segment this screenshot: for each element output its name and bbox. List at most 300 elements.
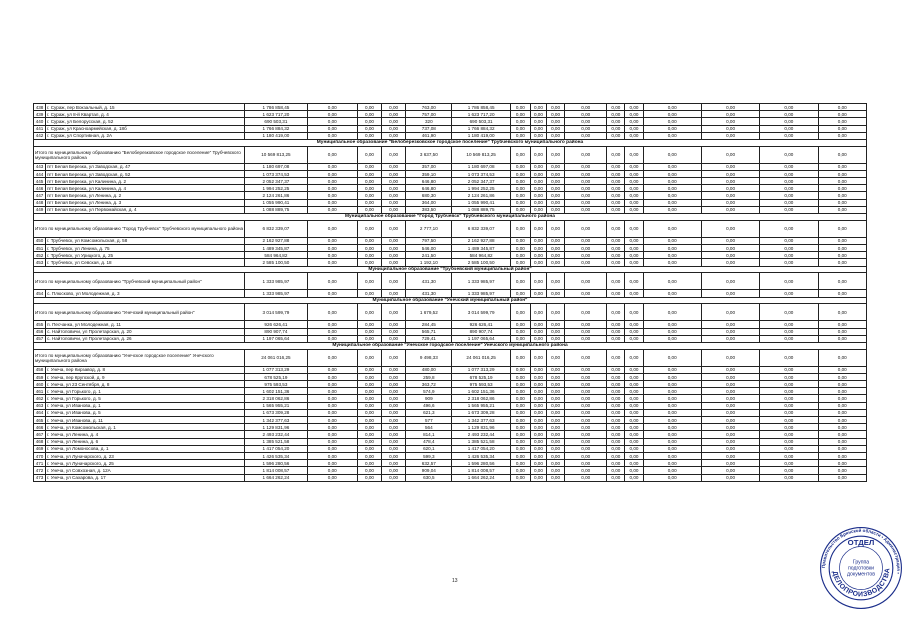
value-cell: 0,00 — [818, 474, 866, 481]
table-row — [34, 328, 867, 335]
row-number: 462 — [34, 395, 46, 402]
subtotal-value: 0,00 — [530, 304, 546, 321]
value-cell: 0,00 — [530, 178, 546, 185]
value-cell: 0,00 — [565, 245, 607, 252]
value-cell: 0,00 — [643, 409, 701, 416]
value-cell: 1 180 419,00 — [452, 132, 510, 139]
table-row — [34, 170, 867, 177]
value-cell: 2 052 347,37 — [245, 178, 307, 185]
value-cell: 0,00 — [818, 467, 866, 474]
value-cell: 1 786 858,45 — [452, 104, 510, 111]
value-cell: 0,00 — [510, 373, 530, 380]
value-cell: 0,00 — [760, 192, 818, 199]
address-cell: п. Песчанка, ул Молодежная, д. 11 — [46, 321, 245, 328]
subtotal-label: Итого по муниципальному образованию "Унечское городское поселение" Унечского муниципального района — [34, 349, 245, 366]
value-cell: 0,00 — [510, 132, 530, 139]
value-cell: 0,00 — [643, 111, 701, 118]
value-cell: 0,00 — [530, 132, 546, 139]
value-cell: 2 493 232,44 — [452, 431, 510, 438]
address-cell: г. Унеча, ул Сахарова, д. 17 — [46, 474, 245, 481]
value-cell: 0,00 — [530, 206, 546, 213]
value-cell: 0,00 — [357, 170, 381, 177]
row-number: 455 — [34, 321, 46, 328]
subtotal-value: 0,00 — [510, 146, 530, 163]
value-cell: 0,00 — [510, 366, 530, 373]
table-row — [34, 467, 867, 474]
value-cell: 0,00 — [701, 388, 759, 395]
value-cell: 0,00 — [357, 199, 381, 206]
value-cell: 0,00 — [307, 178, 357, 185]
value-cell: 0,00 — [760, 445, 818, 452]
value-cell: 0,00 — [547, 381, 565, 388]
value-cell: 0,00 — [760, 118, 818, 125]
value-cell: 0,00 — [510, 388, 530, 395]
value-cell: 0,00 — [530, 104, 546, 111]
value-cell: 0,00 — [357, 335, 381, 342]
value-cell: 0,00 — [307, 132, 357, 139]
value-cell: 0,00 — [760, 395, 818, 402]
value-cell: 0,00 — [547, 132, 565, 139]
address-cell: пгт Белая Березка, ул Первомайская, д. 4 — [46, 206, 245, 213]
value-cell: 0,00 — [565, 259, 607, 266]
value-cell: 690 503,31 — [452, 118, 510, 125]
value-cell: 0,00 — [818, 206, 866, 213]
value-cell: 0,00 — [760, 104, 818, 111]
subtotal-value: 0,00 — [307, 273, 357, 290]
value-cell: 0,00 — [530, 417, 546, 424]
value-cell: 0,00 — [510, 245, 530, 252]
value-cell: 1 055 990,41 — [452, 199, 510, 206]
value-cell: 0,00 — [547, 452, 565, 459]
value-cell: 0,00 — [625, 388, 643, 395]
value-cell: 0,00 — [625, 460, 643, 467]
value-cell: 1 180 697,08 — [452, 163, 510, 170]
subtotal-label: Итого по муниципальному образованию "Город Трубчевск" Трубчевского муниципального района — [34, 220, 245, 237]
subtotal-value: 0,00 — [760, 220, 818, 237]
stamp-outer-text: Правительство Брянской области • Администрация • — [820, 527, 902, 575]
row-number: 465 — [34, 417, 46, 424]
subtotal-value: 0,00 — [307, 220, 357, 237]
value-cell: 0,00 — [565, 417, 607, 424]
value-cell: 0,00 — [510, 381, 530, 388]
subtotal-value: 0,00 — [701, 220, 759, 237]
subtotal-value: 0,00 — [510, 349, 530, 366]
table-row — [34, 118, 867, 125]
subtotal-value: 0,00 — [643, 304, 701, 321]
table-row — [34, 163, 867, 170]
value-cell: 0,00 — [565, 199, 607, 206]
value-cell: 646,80 — [406, 178, 452, 185]
value-cell: 0,00 — [607, 118, 625, 125]
value-cell: 1 489 345,87 — [452, 245, 510, 252]
value-cell: 0,00 — [307, 237, 357, 244]
address-cell: г. Унеча, ул 23 Сентября, д. 8 — [46, 381, 245, 388]
subtotal-value: 0,00 — [625, 349, 643, 366]
value-cell: 0,00 — [607, 252, 625, 259]
value-cell: 0,00 — [760, 417, 818, 424]
value-cell: 1 623 717,20 — [245, 111, 307, 118]
value-cell: 0,00 — [643, 245, 701, 252]
value-cell: 2 493 232,44 — [245, 431, 307, 438]
value-cell: 0,00 — [818, 170, 866, 177]
table-row — [34, 445, 867, 452]
value-cell: 0,00 — [547, 170, 565, 177]
table-row — [34, 395, 867, 402]
value-cell: 0,00 — [307, 417, 357, 424]
value-cell: 0,00 — [510, 424, 530, 431]
value-cell: 0,00 — [547, 409, 565, 416]
value-cell: 1 664 262,24 — [452, 474, 510, 481]
value-cell: 0,00 — [607, 395, 625, 402]
value-cell: 0,00 — [565, 431, 607, 438]
value-cell: 0,00 — [701, 178, 759, 185]
subtotal-value: 9 498,33 — [406, 349, 452, 366]
value-cell: 0,00 — [547, 395, 565, 402]
value-cell: 0,00 — [643, 252, 701, 259]
subtotal-value: 0,00 — [625, 304, 643, 321]
value-cell: 0,00 — [643, 424, 701, 431]
row-number: 450 — [34, 237, 46, 244]
subtotal-value: 0,00 — [607, 146, 625, 163]
value-cell: 0,00 — [607, 185, 625, 192]
value-cell: 0,00 — [607, 424, 625, 431]
value-cell: 0,00 — [547, 445, 565, 452]
subtotal-value: 0,00 — [760, 146, 818, 163]
table-row — [34, 474, 867, 481]
address-cell: пгт Белая Березка, ул Ленина, д. 3 — [46, 199, 245, 206]
value-cell: 0,00 — [565, 111, 607, 118]
value-cell: 0,00 — [382, 192, 406, 199]
address-cell: с. Плюсково, ул Молодежная, д. 3 — [46, 290, 245, 297]
row-number: 457 — [34, 335, 46, 342]
table-row — [34, 111, 867, 118]
row-number: 448 — [34, 199, 46, 206]
value-cell: 0,00 — [760, 185, 818, 192]
value-cell: 0,00 — [530, 237, 546, 244]
value-cell: 0,00 — [530, 388, 546, 395]
address-cell: г. Унеча, ул Ломоносова, д. 1 — [46, 445, 245, 452]
value-cell: 0,00 — [307, 290, 357, 297]
value-cell: 926 626,41 — [245, 321, 307, 328]
address-cell: г. Унеча, ул Комсомольская, д. 1 — [46, 424, 245, 431]
value-cell: 0,00 — [357, 104, 381, 111]
value-cell: 0,00 — [547, 290, 565, 297]
value-cell: 0,00 — [547, 467, 565, 474]
value-cell: 0,00 — [701, 259, 759, 266]
value-cell: 0,00 — [357, 402, 381, 409]
value-cell: 0,00 — [760, 424, 818, 431]
value-cell: 0,00 — [565, 388, 607, 395]
value-cell: 0,00 — [625, 111, 643, 118]
value-cell: 0,00 — [357, 388, 381, 395]
housing-fund-table — [33, 103, 867, 482]
value-cell: 0,00 — [565, 178, 607, 185]
value-cell: 2 585 100,50 — [452, 259, 510, 266]
section-title: Муниципальное образование "Трубчевский муниципальный район" — [34, 266, 867, 273]
value-cell: 0,00 — [547, 424, 565, 431]
value-cell: 0,00 — [530, 321, 546, 328]
value-cell: 0,00 — [382, 185, 406, 192]
value-cell: 0,00 — [307, 104, 357, 111]
value-cell: 0,00 — [382, 290, 406, 297]
value-cell: 0,00 — [547, 199, 565, 206]
subtotal-value: 0,00 — [625, 273, 643, 290]
table-row — [34, 366, 867, 373]
value-cell: 0,00 — [382, 111, 406, 118]
subtotal-value: 0,00 — [760, 273, 818, 290]
value-cell: 0,00 — [643, 431, 701, 438]
value-cell: 0,00 — [818, 417, 866, 424]
value-cell: 0,00 — [643, 125, 701, 132]
value-cell: 0,00 — [625, 409, 643, 416]
address-cell: г. Унеча, ул Иванова, д. 1 — [46, 402, 245, 409]
value-cell: 0,00 — [510, 252, 530, 259]
row-number: 469 — [34, 445, 46, 452]
value-cell: 0,00 — [625, 438, 643, 445]
value-cell: 2 585 100,50 — [245, 259, 307, 266]
address-cell: г. Сураж, ул 8-й Квартал, д. 4 — [46, 111, 245, 118]
value-cell: 1 129 831,96 — [245, 424, 307, 431]
value-cell: 0,00 — [547, 388, 565, 395]
value-cell: 0,00 — [510, 402, 530, 409]
address-cell: г. Трубчевск, ул Урицкого, д. 25 — [46, 252, 245, 259]
value-cell: 0,00 — [382, 328, 406, 335]
value-cell: 1 786 858,45 — [245, 104, 307, 111]
value-cell: 0,00 — [643, 178, 701, 185]
subtotal-row — [34, 146, 867, 163]
value-cell: 0,00 — [701, 335, 759, 342]
stamp-line-2: подготовки — [847, 565, 875, 572]
value-cell: 0,00 — [530, 125, 546, 132]
value-cell: 0,00 — [625, 178, 643, 185]
section-header-row — [34, 342, 867, 349]
address-cell: г. Трубчевск, ул Ленина, д. 75 — [46, 245, 245, 252]
table-row — [34, 388, 867, 395]
value-cell: 0,00 — [818, 321, 866, 328]
value-cell: 0,00 — [643, 206, 701, 213]
value-cell: 496,6 — [406, 402, 452, 409]
value-cell: 678 525,19 — [245, 373, 307, 380]
value-cell: 0,00 — [357, 245, 381, 252]
value-cell: 620,1 — [406, 445, 452, 452]
value-cell: 0,00 — [547, 373, 565, 380]
value-cell: 0,00 — [607, 104, 625, 111]
value-cell: 0,00 — [565, 104, 607, 111]
value-cell: 0,00 — [307, 431, 357, 438]
value-cell: 480,00 — [406, 366, 452, 373]
value-cell: 0,00 — [625, 163, 643, 170]
value-cell: 0,00 — [357, 460, 381, 467]
value-cell: 0,00 — [357, 409, 381, 416]
value-cell: 1 385 521,58 — [245, 438, 307, 445]
value-cell: 0,00 — [510, 467, 530, 474]
subtotal-label: Итого по муниципальному образованию "Трубчевский муниципальный район" — [34, 273, 245, 290]
subtotal-value: 0,00 — [818, 349, 866, 366]
value-cell: 0,00 — [307, 111, 357, 118]
value-cell: 0,00 — [643, 460, 701, 467]
subtotal-value: 0,00 — [530, 273, 546, 290]
value-cell: 646,80 — [406, 185, 452, 192]
value-cell: 0,00 — [701, 381, 759, 388]
value-cell: 0,00 — [565, 467, 607, 474]
value-cell: 0,00 — [818, 192, 866, 199]
value-cell: 630,5 — [406, 474, 452, 481]
row-number: 446 — [34, 185, 46, 192]
subtotal-value: 0,00 — [565, 304, 607, 321]
value-cell: 2 124 261,86 — [245, 192, 307, 199]
value-cell: 0,00 — [565, 163, 607, 170]
value-cell: 0,00 — [530, 381, 546, 388]
section-header-row — [34, 139, 867, 146]
value-cell: 0,00 — [607, 111, 625, 118]
value-cell: 0,00 — [565, 445, 607, 452]
value-cell: 0,00 — [307, 409, 357, 416]
subtotal-value: 0,00 — [607, 273, 625, 290]
value-cell: 0,00 — [818, 237, 866, 244]
value-cell: 0,00 — [760, 321, 818, 328]
value-cell: 0,00 — [701, 192, 759, 199]
value-cell: 461,90 — [406, 132, 452, 139]
value-cell: 0,00 — [530, 467, 546, 474]
value-cell: 478,4 — [406, 438, 452, 445]
subtotal-value: 0,00 — [643, 220, 701, 237]
subtotal-value: 0,00 — [510, 220, 530, 237]
value-cell: 0,00 — [607, 178, 625, 185]
row-number: 441 — [34, 125, 46, 132]
subtotal-value: 0,00 — [530, 220, 546, 237]
value-cell: 0,00 — [530, 335, 546, 342]
value-cell: 0,00 — [382, 373, 406, 380]
value-cell: 0,00 — [607, 192, 625, 199]
address-cell: г. Трубчевск, ул Комсомольская, д. 58 — [46, 237, 245, 244]
value-cell: 0,00 — [818, 178, 866, 185]
subtotal-value: 0,00 — [701, 273, 759, 290]
value-cell: 0,00 — [818, 104, 866, 111]
value-cell: 0,00 — [607, 170, 625, 177]
value-cell: 0,00 — [382, 474, 406, 481]
table-row — [34, 252, 867, 259]
table-row — [34, 245, 867, 252]
value-cell: 0,00 — [760, 290, 818, 297]
value-cell: 0,00 — [701, 445, 759, 452]
value-cell: 0,00 — [565, 185, 607, 192]
stamp-banner: ОТДЕЛ — [847, 537, 875, 547]
value-cell: 0,00 — [510, 460, 530, 467]
address-cell: пгт Белая Березка, ул Ленина, д. 2 — [46, 192, 245, 199]
table-row — [34, 206, 867, 213]
subtotal-value: 3 014 599,79 — [452, 304, 510, 321]
section-title: Муниципальное образование "Унечский муниципальный район" — [34, 297, 867, 304]
value-cell: 0,00 — [607, 328, 625, 335]
value-cell: 1 489 345,87 — [245, 245, 307, 252]
value-cell: 0,00 — [547, 252, 565, 259]
value-cell: 1 197 065,64 — [452, 335, 510, 342]
row-number: 451 — [34, 245, 46, 252]
value-cell: 1 994 252,25 — [245, 185, 307, 192]
value-cell: 0,00 — [382, 395, 406, 402]
value-cell: 0,00 — [530, 409, 546, 416]
value-cell: 0,00 — [357, 467, 381, 474]
value-cell: 0,00 — [382, 431, 406, 438]
subtotal-value: 1 679,52 — [406, 304, 452, 321]
value-cell: 0,00 — [625, 290, 643, 297]
value-cell: 0,00 — [382, 163, 406, 170]
value-cell: 0,00 — [565, 118, 607, 125]
value-cell: 0,00 — [760, 452, 818, 459]
value-cell: 0,00 — [307, 424, 357, 431]
value-cell: 0,00 — [625, 335, 643, 342]
value-cell: 1 814 008,57 — [245, 467, 307, 474]
value-cell: 0,00 — [547, 237, 565, 244]
value-cell: 0,00 — [643, 259, 701, 266]
value-cell: 0,00 — [547, 118, 565, 125]
value-cell: 0,00 — [643, 452, 701, 459]
value-cell: 2 318 062,86 — [452, 395, 510, 402]
value-cell: 1 417 054,20 — [452, 445, 510, 452]
subtotal-value: 0,00 — [565, 273, 607, 290]
value-cell: 0,00 — [818, 118, 866, 125]
value-cell: 0,00 — [625, 170, 643, 177]
table-row — [34, 321, 867, 328]
value-cell: 0,00 — [643, 467, 701, 474]
value-cell: 1 333 985,97 — [245, 290, 307, 297]
value-cell: 0,00 — [607, 373, 625, 380]
value-cell: 0,00 — [547, 185, 565, 192]
value-cell: 0,00 — [530, 438, 546, 445]
value-cell: 0,00 — [565, 452, 607, 459]
subtotal-value: 1 333 985,97 — [452, 273, 510, 290]
value-cell: 0,00 — [547, 163, 565, 170]
row-number: 443 — [34, 163, 46, 170]
subtotal-value: 431,30 — [406, 273, 452, 290]
value-cell: 0,00 — [307, 474, 357, 481]
table-row — [34, 104, 867, 111]
value-cell: 0,00 — [643, 170, 701, 177]
value-cell: 0,00 — [382, 452, 406, 459]
subtotal-value: 0,00 — [357, 220, 381, 237]
value-cell: 1 426 535,34 — [452, 452, 510, 459]
value-cell: 0,00 — [625, 474, 643, 481]
value-cell: 0,00 — [307, 252, 357, 259]
value-cell: 1 342 377,63 — [245, 417, 307, 424]
address-cell: г. Сураж, ул Красноармейская, д. 18б — [46, 125, 245, 132]
subtotal-value: 0,00 — [760, 304, 818, 321]
value-cell: 0,00 — [701, 417, 759, 424]
value-cell: 0,00 — [607, 452, 625, 459]
value-cell: 0,00 — [607, 237, 625, 244]
section-title: Муниципальное образование "Город Трубчевск" Трубчевского муниципального района — [34, 214, 867, 221]
value-cell: 259,8 — [406, 373, 452, 380]
value-cell: 0,00 — [565, 366, 607, 373]
value-cell: 0,00 — [760, 132, 818, 139]
value-cell: 0,00 — [530, 402, 546, 409]
value-cell: 0,00 — [760, 245, 818, 252]
value-cell: 0,00 — [625, 424, 643, 431]
value-cell: 0,00 — [643, 417, 701, 424]
value-cell: 0,00 — [818, 111, 866, 118]
value-cell: 0,00 — [510, 409, 530, 416]
subtotal-value: 0,00 — [625, 220, 643, 237]
value-cell: 0,00 — [530, 252, 546, 259]
value-cell: 0,00 — [565, 402, 607, 409]
value-cell: 0,00 — [625, 199, 643, 206]
subtotal-value: 0,00 — [382, 273, 406, 290]
value-cell: 975 593,53 — [452, 381, 510, 388]
subtotal-value: 0,00 — [818, 220, 866, 237]
subtotal-value: 0,00 — [382, 146, 406, 163]
value-cell: 0,00 — [307, 118, 357, 125]
value-cell: 0,00 — [382, 460, 406, 467]
